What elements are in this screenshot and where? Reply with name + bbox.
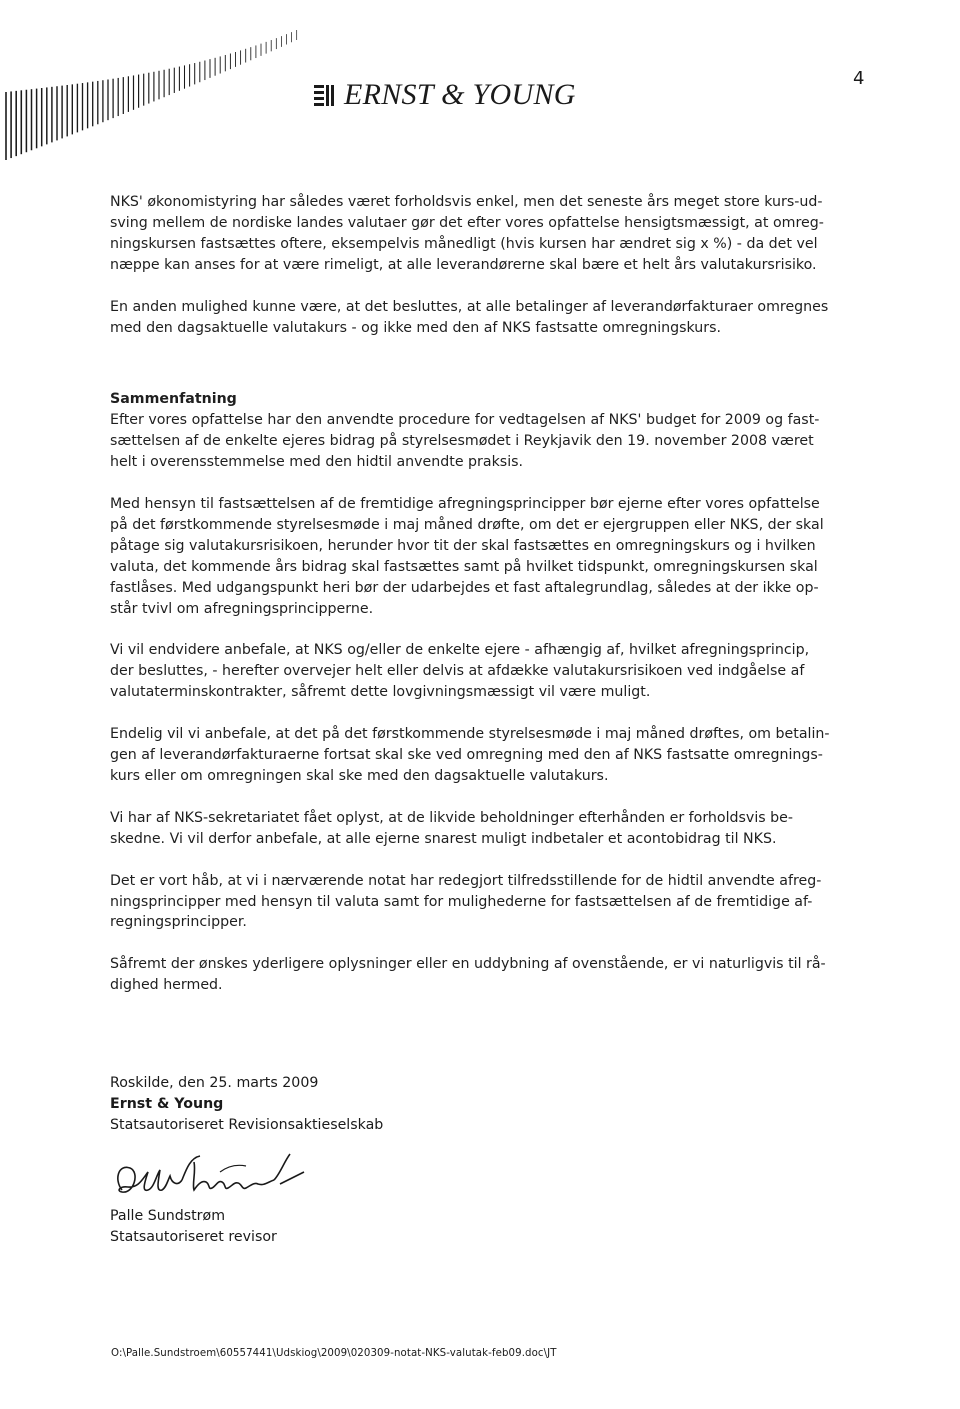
paragraph: Vi har af NKS-sekretariatet fået oplyst, at de likvide beholdninger efterhånden er forholdsvis be- skedne. Vi vil derfor anbefale, at alle ejerne snarest muligt indbetaler et acontobidrag til NKS. xyxy=(110,809,794,847)
paragraph: Såfremt der ønskes yderligere oplysninger eller en uddybning af ovenstående, er vi naturligvis til rå- dighed hermed. xyxy=(110,956,826,994)
closing-block xyxy=(110,1073,383,1136)
paragraph: Endelig vil vi anbefale, at det på det førstkommende styrelsesmøde i maj måned drøftes, om betalin- gen af leverandørfakturaerne fortsat skal ske ved omregning med den af NKS fastsatte omregnings- kurs eller om omregningen skal ske med den dagsaktuelle valutakurs. xyxy=(110,726,830,784)
firm-name: Ernst & Young xyxy=(110,1095,224,1112)
letter-body xyxy=(110,192,840,1017)
paragraph: Efter vores opfattelse har den anvendte procedure for vedtagelsen af NKS' budget for 2009 og fast- sættelsen af de enkelte ejeres bidrag på styrelsesmødet i Reykjavik den 19. november 2008 været helt i overensstemmelse med den hidtil anvendte praksis. xyxy=(110,412,820,471)
paragraph: Med hensyn til fastsættelsen af de fremtidige afregningsprincipper bør ejerne efter vores opfattelse på det førstkommende styrelsesmøde i maj måned drøfte, om det er ejergruppen eller NKS, der skal påtage sig valutakursrisikoen, herunder hvor tit der skal fastsættes en omregningskurs og i hvilken valuta, det kommende års bidrag skal fastsættes samt på hvilket tidspunkt, omregningskursen skal fastlåses. Med udgangspunkt heri bør der udarbejdes et fast aftalegrundlag, således at der ikke op- står tvivl om afregningsprincipperne. xyxy=(110,495,824,617)
page-number: 4 xyxy=(853,68,865,89)
section-heading: Sammenfatning xyxy=(110,391,237,408)
ernst-young-logo-icon xyxy=(312,82,338,108)
paragraph: NKS' økonomistyring har således været forholdsvis enkel, men det seneste års meget store kurs-ud- sving mellem de nordiske landes valutaer gør det efter vores opfattelse hensigtsmæssigt, at omreg- ningskursen fastsættes oftere, eksempelvis månedligt (hvis kursen har ændret sig x %) - da det vel næppe kan anses for at være rimeligt, at alle leverandørerne skal bære et helt års valutakursrisiko. xyxy=(110,194,824,273)
header-barcode-decoration xyxy=(0,0,320,170)
summary-section xyxy=(110,368,840,473)
signer-name: Palle Sundstrøm xyxy=(110,1208,226,1224)
footer-file-path: O:\Palle.Sundstroem\60557441\Udskiog\2009\020309-notat-NKS-valutak-feb09.doc\JT xyxy=(111,1348,557,1359)
place-date: Roskilde, den 25. marts 2009 xyxy=(110,1075,319,1091)
firm-type: Statsautoriseret Revisionsaktieselskab xyxy=(110,1116,384,1133)
signer-title: Statsautoriseret revisor xyxy=(110,1229,277,1245)
signer-block xyxy=(110,1206,277,1248)
ernst-young-logo xyxy=(312,78,576,112)
paragraph: Det er vort håb, at vi i nærværende notat har redegjort tilfredsstillende for de hidtil anvendte afreg- ningsprincipper med hensyn til valuta samt for mulighederne for fastsættelsen af de fremtidige af- regningsprincipper. xyxy=(110,872,822,931)
paragraph: Vi vil endvidere anbefale, at NKS og/eller de enkelte ejere - afhængig af, hvilket afregningsprincip, der besluttes, - herefter overvejer helt eller delvis at afdække valutakursrisikoen ved indgåelse af valutaterminskontrakter, såfremt dette lovgivningsmæssigt vil være muligt. xyxy=(110,642,810,701)
paragraph: En anden mulighed kunne være, at det besluttes, at alle betalinger af leverandørfakturaer omregnes med den dagsaktuelle valutakurs - og ikke med den af NKS fastsatte omregningskurs. xyxy=(110,298,829,336)
logo-text: ERNST & YOUNG xyxy=(344,78,576,111)
